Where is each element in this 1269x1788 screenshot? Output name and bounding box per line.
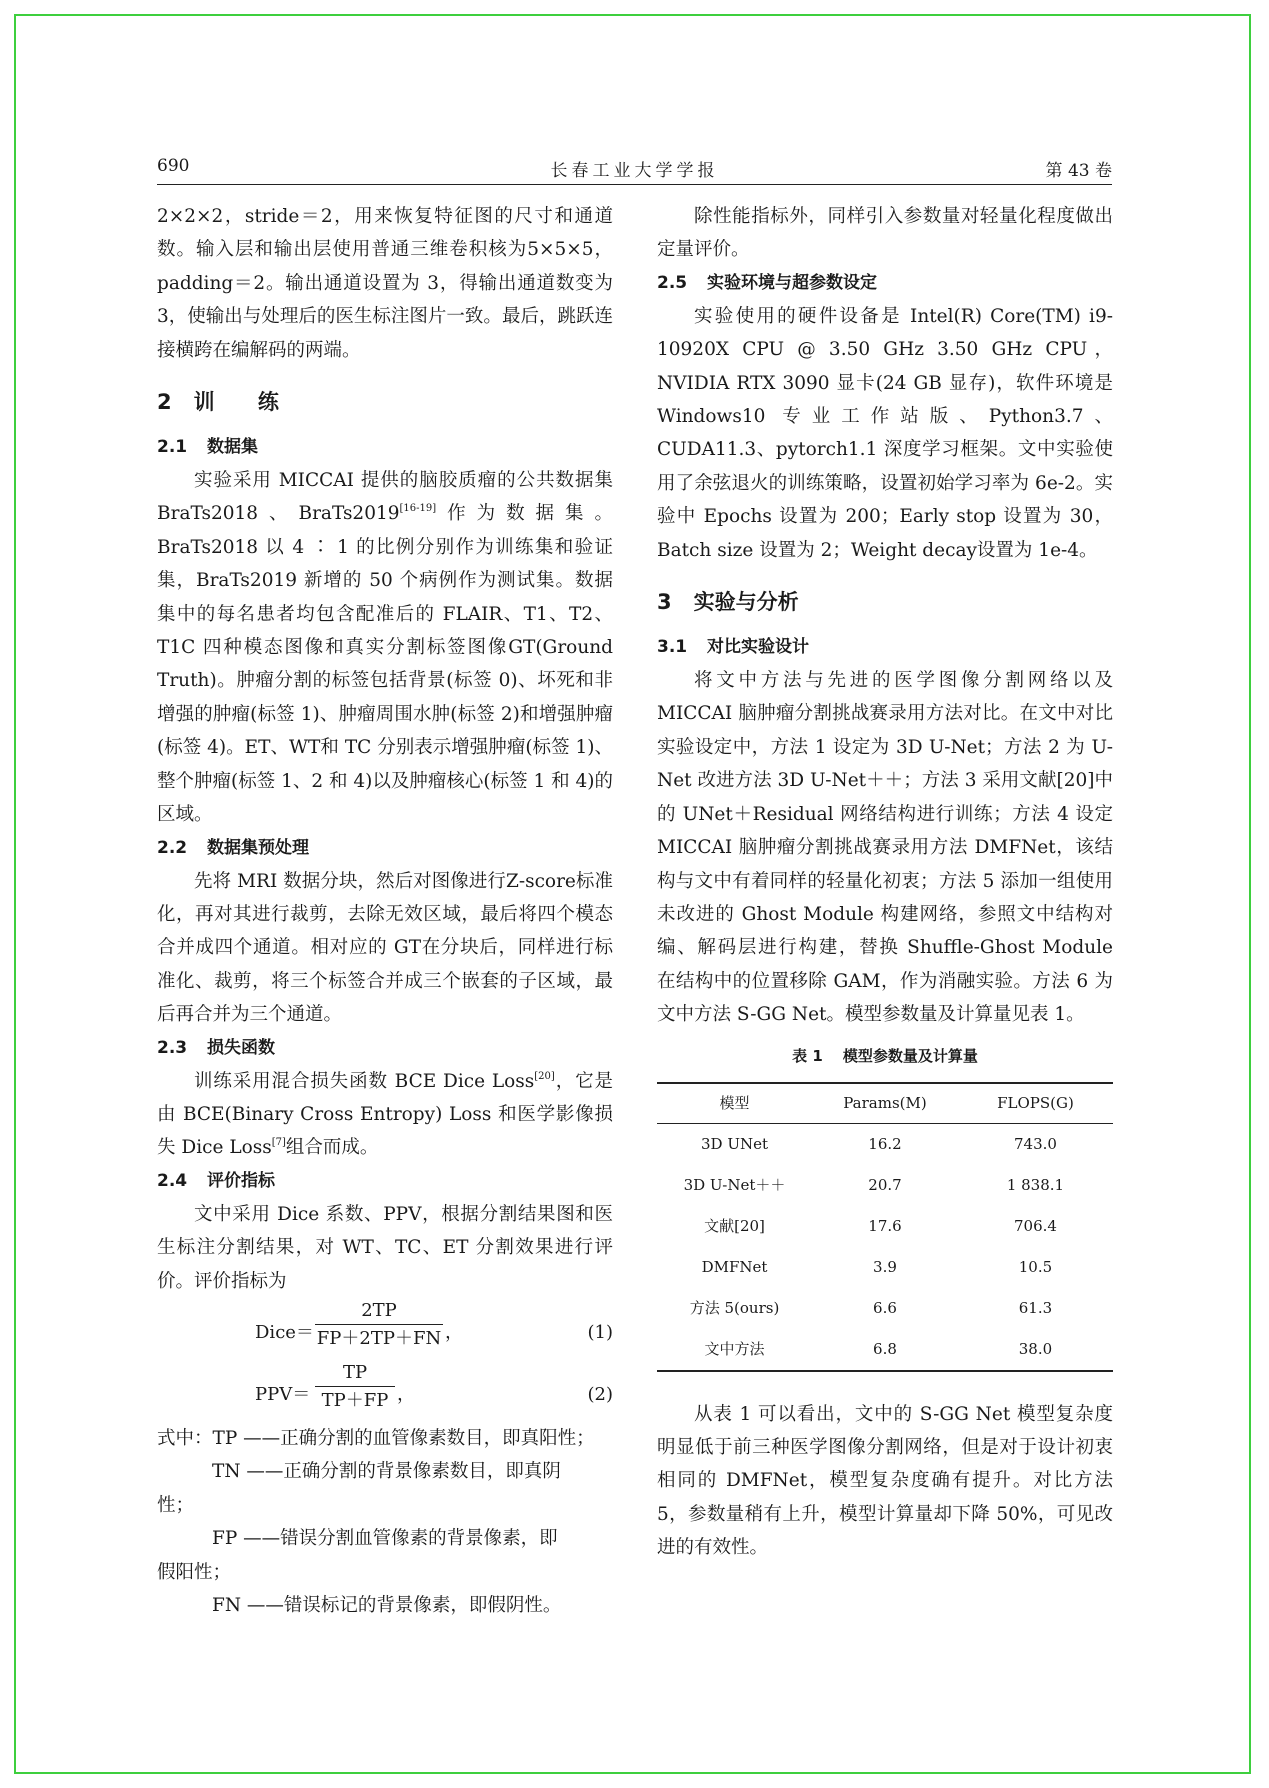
equation-fraction	[315, 1360, 395, 1415]
paragraph: 2×2×2，stride＝2，用来恢复特征图的尺寸和通道数。输入层和输出层使用普通三维卷积核为5×5×5，padding＝2。输出通道设置为 3，得输出通道数变为 3，使输出与处理后的医生标注图片一致。最后，跳跃连接横跨在编解码的两端。	[157, 206, 613, 361]
table-row	[657, 1329, 1113, 1371]
denominator: FP＋2TP＋FN	[315, 1324, 443, 1353]
definition-tn-cont: 性；	[157, 1494, 195, 1516]
equation-number: (2)	[587, 1383, 613, 1405]
table-cell: DMFNet	[701, 1257, 768, 1276]
denominator: TP＋FP	[315, 1386, 395, 1415]
subsection-number: 2.5	[657, 272, 688, 293]
text-run: 组合而成。	[285, 1137, 379, 1159]
subsection-heading-2-1	[157, 431, 613, 464]
table-cell: 10.5	[1018, 1257, 1053, 1276]
table-cell: 6.6	[873, 1298, 897, 1317]
table-cell: 38.0	[958, 1329, 1113, 1371]
paragraph: 除性能指标外，同样引入参数量对轻量化程度做出定量评价。	[657, 206, 1113, 261]
column-header: FLOPS(G)	[958, 1083, 1113, 1124]
subsection-title: 评价指标	[207, 1170, 275, 1191]
equation-ppv	[157, 1360, 613, 1422]
subsection-number: 2.4	[157, 1170, 188, 1191]
definition-tn: TN ——正确分割的背景像素数目，即真阴	[212, 1461, 561, 1483]
subsection-heading-2-2	[157, 832, 613, 865]
table-cell: 3.9	[873, 1257, 897, 1276]
equation-lhs: Dice＝	[255, 1321, 314, 1343]
subsection-number: 2.2	[157, 837, 188, 858]
subsection-number: 2.1	[157, 437, 188, 458]
paragraph: 实验使用的硬件设备是 Intel(R) Core(TM) i9-10920X CPU @ 3.50 GHz 3.50 GHz CPU，NVIDIA RTX 3090 显卡(24 GB 显存)，软件环境是 Windows10 专业工作站版、Python3.7、CUDA11.3、pytorch1.1 深度学习框架。文中实验使用了余弦退火的训练策略，设置初始学习率为 6e-2。实验中 Epochs 设置为 200；Early stop 设置为 30，Batch size 设置为 2；Weight decay设置为 1e-4。	[657, 305, 1113, 561]
section-number: 2	[157, 390, 172, 415]
definition-fp-cont: 假阳性；	[157, 1561, 232, 1583]
table-title: 模型参数量及计算量	[842, 1046, 978, 1065]
table-cell: 文献[20]	[704, 1216, 765, 1235]
table-row	[657, 1288, 1113, 1329]
subsection-heading-3-1	[657, 631, 1113, 664]
text-run: 作为数据集。BraTs2018 以 4 ∶ 1 的比例分别作为训练集和验证集，BraTs2019 新增的 50 个病例作为测试集。数据集中的每名患者均包含配准后的 FLAIR、T1、T2、T1C 四种模态图像和真实分割标签图像GT(Ground Truth)。肿瘤分割的标签包括背景(标签 0)、坏死和非增强的肿瘤(标签 1)、肿瘤周围水肿(标签 2)和增强肿瘤(标签 4)。ET、WT和 TC 分别表示增强肿瘤(标签 1)、整个肿瘤(标签 1、2 和 4)以及肿瘤核心(标签 1 和 4)的区域。	[157, 503, 614, 826]
table-cell: 706.4	[1013, 1216, 1057, 1235]
equation-comma: ，	[397, 1383, 415, 1405]
text-run: 实验采用 MICCAI 提供的脑胶质瘤的公共数据集 BraTs2018、BraTs2019	[157, 470, 613, 525]
paragraph: 将文中方法与先进的医学图像分割网络以及MICCAI 脑肿瘤分割挑战赛录用方法对比。在文中对比实验设定中，方法 1 设定为 3D U-Net；方法 2 为 U-Net 改进方法 3D U-Net＋＋；方法 3 采用文献[20]中的 UNet＋Residual 网络结构进行训练；方法 4 设定 MICCAI 脑肿瘤分割挑战赛录用方法 DMFNet，该结构与文中有着同样的轻量化初衷；方法 5 添加一组使用未改进的 Ghost Module 构建网络，参照文中结构对编、解码层进行构建，替换 Shuffle-Ghost Module 在结构中的位置移除 GAM，作为消融实验。方法 6 为文中方法 S-GG Net。模型参数量及计算量见表 1。	[657, 670, 1113, 1026]
table-cell: 743.0	[1013, 1134, 1057, 1153]
table-cell: 20.7	[868, 1175, 902, 1194]
running-header	[157, 150, 1112, 185]
paragraph: 先将 MRI 数据分块，然后对图像进行Z-score标准化，再对其进行裁剪，去除无效区域，最后将四个模态合并成四个通道。相对应的 GT在分块后，同样进行标准化、裁剪，将三个标签合并成三个嵌套的子区域，最后再合并为三个通道。	[157, 870, 613, 1026]
table-cell: 61.3	[1018, 1298, 1053, 1317]
paragraph	[157, 1065, 613, 1165]
table-cell: 3D U-Net＋＋	[683, 1175, 786, 1194]
equation-lhs: PPV＝	[255, 1383, 311, 1405]
citation: [20]	[534, 1070, 555, 1082]
journal-title: 长春工业大学学报	[550, 161, 719, 181]
definition-tp: 式中：TP ——正确分割的血管像素数目，即真阳性；	[157, 1427, 595, 1449]
volume-label: 第 43 卷	[1045, 161, 1112, 181]
definition-fp: FP ——错误分割血管像素的背景像素，即	[212, 1528, 558, 1550]
subsection-title: 损失函数	[207, 1037, 275, 1058]
numerator: TP	[342, 1361, 368, 1383]
equation-number: (1)	[587, 1321, 613, 1343]
left-column	[157, 200, 613, 1622]
section-heading-3	[657, 585, 1113, 619]
subsection-number: 3.1	[657, 637, 688, 658]
subsection-number: 2.3	[157, 1037, 188, 1058]
table-cell: 17.6	[868, 1216, 902, 1235]
subsection-heading-2-3	[157, 1032, 613, 1065]
equation-comma: ，	[445, 1321, 463, 1343]
paragraph: 从表 1 可以看出，文中的 S-GG Net 模型复杂度明显低于前三种医学图像分割网络，但是对于设计初衷相同的 DMFNet，模型复杂度确有提升。对比方法 5，参数量稍有上升，模型计算量却下降 50%，可见改进的有效性。	[657, 1403, 1113, 1559]
table-row	[657, 1165, 1113, 1206]
equation-fraction	[315, 1298, 443, 1353]
column-header: Params(M)	[812, 1083, 958, 1124]
section-heading-2	[157, 385, 613, 419]
paragraph: 文中采用 Dice 系数、PPV，根据分割结果图和医生标注分割结果，对 WT、TC、ET 分割效果进行评价。评价指标为	[157, 1203, 613, 1292]
table-cell: 1 838.1	[1006, 1175, 1065, 1194]
paragraph	[157, 464, 613, 831]
table-row	[657, 1247, 1113, 1288]
subsection-title: 对比实验设计	[707, 637, 809, 658]
table-label: 表 1	[792, 1046, 823, 1065]
citation: [7]	[271, 1137, 286, 1149]
right-column	[657, 200, 1113, 1565]
table-cell: 方法 5(ours)	[689, 1298, 780, 1317]
definition-fn: FN ——错误标记的背景像素，即假阴性。	[212, 1595, 562, 1616]
subsection-title: 数据集	[207, 437, 258, 458]
subsection-title: 实验环境与超参数设定	[707, 272, 877, 293]
table-cell: 16.2	[868, 1134, 902, 1153]
table-cell: 文中方法	[657, 1329, 812, 1371]
table-row	[657, 1206, 1113, 1247]
subsection-heading-2-5	[657, 267, 1113, 300]
table-header-row	[657, 1083, 1113, 1124]
citation: [16-19]	[399, 503, 437, 515]
equation-dice	[157, 1298, 613, 1360]
text-run: 训练采用混合损失函数 BCE Dice Loss	[194, 1070, 535, 1092]
column-header: 模型	[657, 1083, 812, 1124]
page-number: 690	[157, 156, 190, 176]
table-caption	[657, 1044, 1113, 1068]
subsection-title: 数据集预处理	[207, 837, 309, 858]
table-row	[657, 1123, 1113, 1165]
parameters-table	[657, 1082, 1113, 1372]
section-number: 3	[657, 590, 672, 615]
numerator: 2TP	[361, 1299, 397, 1321]
table-cell: 6.8	[812, 1329, 958, 1371]
table-cell: 3D UNet	[701, 1134, 769, 1153]
text-run: ，它是由 BCE(Binary Cross Entropy) Loss 和医学影像损失 Dice Loss	[157, 1070, 613, 1159]
section-title: 训 练	[193, 390, 297, 415]
section-title: 实验与分析	[693, 590, 799, 615]
subsection-heading-2-4	[157, 1165, 613, 1198]
